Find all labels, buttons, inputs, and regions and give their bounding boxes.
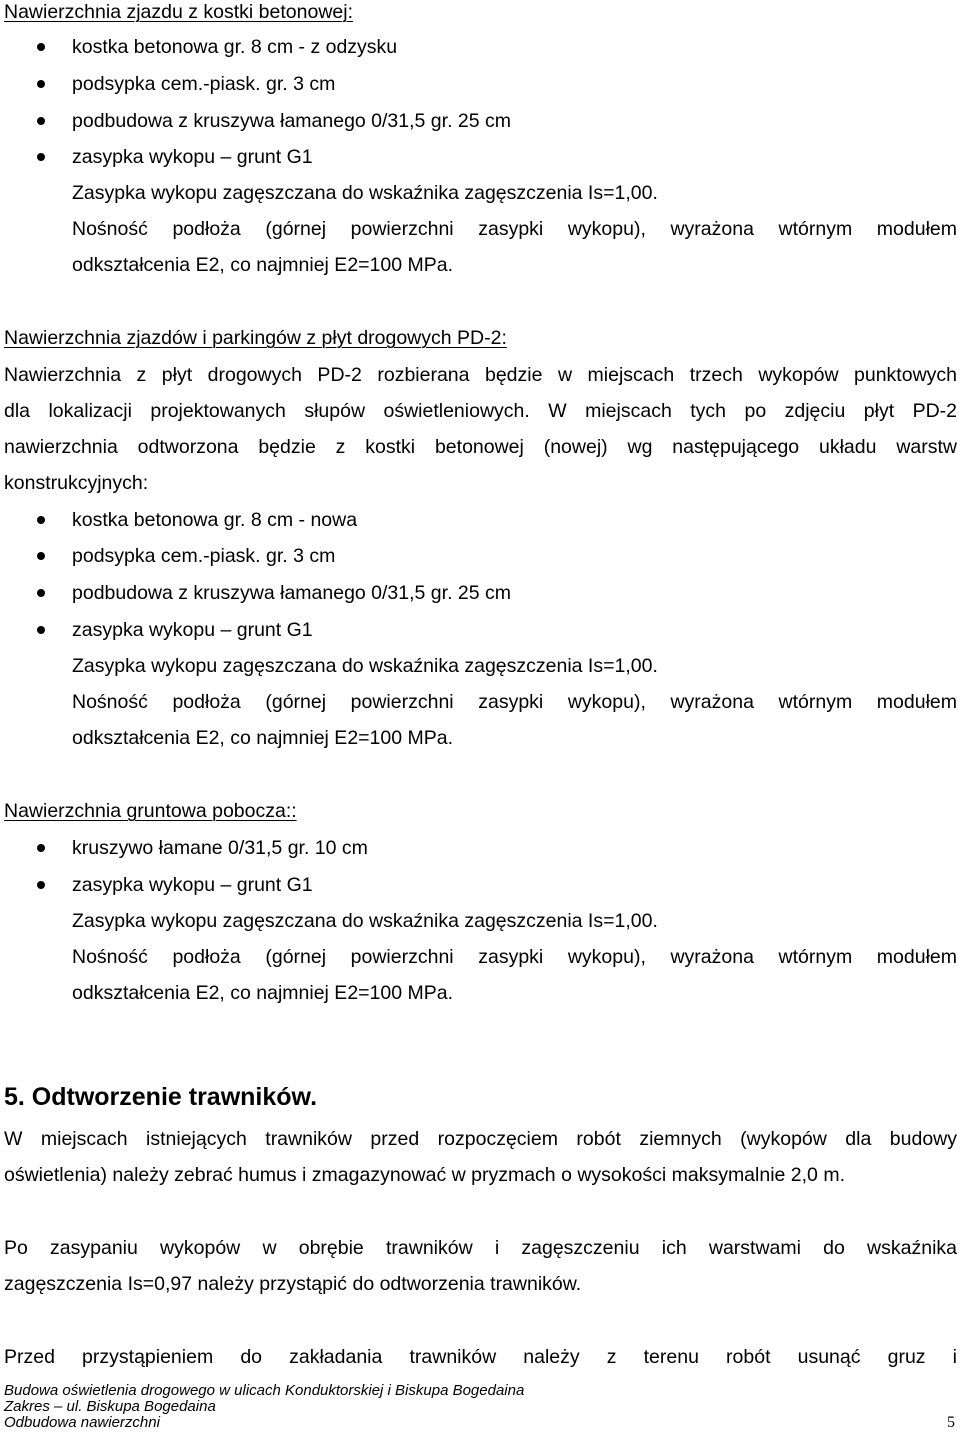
list-item: podbudowa z kruszywa łamanego 0/31,5 gr. 25 cm (72, 582, 512, 604)
paragraph-line: nawierzchnia odtworzona będzie z kostki betonowej (nowej) wg następującego układu warstw (4, 436, 957, 458)
paragraph-line: konstrukcyjnych: (4, 472, 149, 494)
list-item: podsypka cem.-piask. gr. 3 cm (72, 73, 336, 95)
page-number: 5 (947, 1414, 955, 1431)
note-text: Nośność podłoża (górnej powierzchni zasypki wykopu), wyrażona wtórnym modułem (72, 946, 957, 968)
note-text: odkształcenia E2, co najmniej E2=100 MPa. (72, 982, 454, 1004)
footer-scope: Zakres – ul. Biskupa Bogedaina (4, 1398, 216, 1415)
bullet-icon (37, 516, 45, 524)
bullet-icon (37, 43, 45, 51)
bullet-icon (37, 589, 45, 597)
bullet-icon (37, 117, 45, 125)
bullet-icon (37, 844, 45, 852)
list-item: zasypka wykopu – grunt G1 (72, 619, 313, 641)
paragraph-line: dla lokalizacji projektowanych słupów oświetleniowych. W miejscach tych po zdjęciu płyt PD-2 (4, 400, 957, 422)
note-text: Zasypka wykopu zagęszczana do wskaźnika zagęszczenia Is=1,00. (72, 910, 658, 932)
chapter-title: 5. Odtworzenie trawników. (4, 1083, 318, 1111)
note-text: Zasypka wykopu zagęszczana do wskaźnika zagęszczenia Is=1,00. (72, 655, 658, 677)
bullet-icon (37, 626, 45, 634)
note-text: odkształcenia E2, co najmniej E2=100 MPa. (72, 254, 454, 276)
section-heading: Nawierzchnia zjazdów i parkingów z płyt drogowych PD-2: (4, 327, 507, 349)
note-text: Nośność podłoża (górnej powierzchni zasypki wykopu), wyrażona wtórnym modułem (72, 691, 957, 713)
list-item: podsypka cem.-piask. gr. 3 cm (72, 545, 336, 567)
bullet-icon (37, 80, 45, 88)
paragraph-line: Przed przystąpieniem do zakładania trawników należy z terenu robót usunąć gruz i (4, 1346, 957, 1368)
paragraph-line: zagęszczenia Is=0,97 należy przystąpić do odtworzenia trawników. (4, 1273, 582, 1295)
list-item: kruszywo łamane 0/31,5 gr. 10 cm (72, 837, 368, 859)
footer-section: Odbudowa nawierzchni (4, 1414, 160, 1431)
paragraph-line: oświetlenia) należy zebrać humus i zmagazynować w pryzmach o wysokości maksymalnie 2,0 m. (4, 1164, 845, 1186)
section-heading: Nawierzchnia zjazdu z kostki betonowej: (4, 1, 354, 23)
footer-project-title: Budowa oświetlenia drogowego w ulicach Konduktorskiej i Biskupa Bogedaina (4, 1382, 525, 1399)
list-item: zasypka wykopu – grunt G1 (72, 874, 313, 896)
bullet-icon (37, 153, 45, 161)
list-item: kostka betonowa gr. 8 cm - nowa (72, 509, 358, 531)
note-text: Nośność podłoża (górnej powierzchni zasypki wykopu), wyrażona wtórnym modułem (72, 218, 957, 240)
bullet-icon (37, 552, 45, 560)
bullet-icon (37, 881, 45, 889)
list-item: kostka betonowa gr. 8 cm - z odzysku (72, 36, 398, 58)
section-heading: Nawierzchnia gruntowa pobocza:: (4, 800, 297, 822)
note-text: Zasypka wykopu zagęszczana do wskaźnika zagęszczenia Is=1,00. (72, 182, 658, 204)
paragraph-line: Nawierzchnia z płyt drogowych PD-2 rozbierana będzie w miejscach trzech wykopów punktowych (4, 364, 957, 386)
list-item: zasypka wykopu – grunt G1 (72, 146, 313, 168)
list-item: podbudowa z kruszywa łamanego 0/31,5 gr. 25 cm (72, 110, 512, 132)
note-text: odkształcenia E2, co najmniej E2=100 MPa. (72, 727, 454, 749)
paragraph-line: W miejscach istniejących trawników przed rozpoczęciem robót ziemnych (wykopów dla budowy (4, 1128, 957, 1150)
paragraph-line: Po zasypaniu wykopów w obrębie trawników i zagęszczeniu ich warstwami do wskaźnika (4, 1237, 957, 1259)
